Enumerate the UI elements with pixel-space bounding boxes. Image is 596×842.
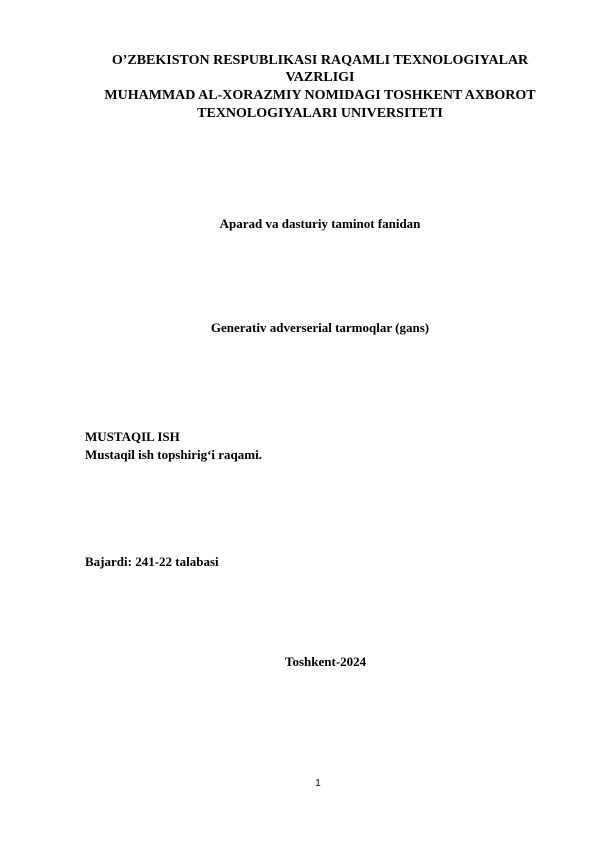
- university-title-line-2: TEXNOLOGIYALARI UNIVERSITETI: [197, 106, 443, 121]
- ministry-title-line-1: O’ZBEKISTON RESPUBLIKASI RAQAMLI TEXNOLOGIYALAR: [111, 53, 529, 68]
- subject-title: Aparad va dasturiy taminot fanidan: [219, 216, 421, 231]
- ministry-title-line-2: VAZRLIGI: [285, 70, 355, 85]
- university-title-line-1: MUHAMMAD AL-XORAZMIY NOMIDAGI TOSHKENT AXBOROT: [104, 88, 536, 103]
- assignment-number-label: Mustaqil ish topshirig‘i raqami.: [85, 447, 262, 462]
- work-type: MUSTAQIL ISH: [85, 429, 180, 444]
- place-year: Toshkent-2024: [285, 654, 367, 669]
- performer-label: Bajardi: 241-22 talabasi: [85, 554, 219, 569]
- topic-title: Generativ adverserial tarmoqlar (gans): [210, 320, 430, 335]
- page-number: 1: [315, 778, 321, 789]
